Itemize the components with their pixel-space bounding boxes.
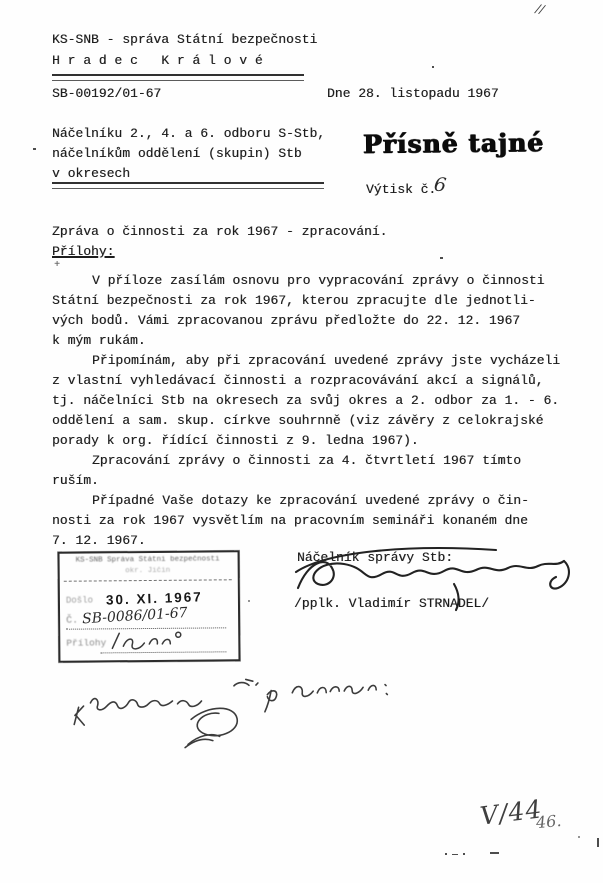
body-line: V příloze zasílám osnovu pro vypracování zprávy o činnosti (92, 273, 545, 288)
top-secret-stamp: Přísně tajné (362, 128, 545, 159)
stamp-number-label: Č. (66, 615, 79, 627)
stamp-number-handwritten: SB-0086/01-67 (81, 604, 189, 628)
margin-plus-mark: + (54, 260, 61, 271)
stamp-attachments-label: Přílohy (66, 637, 107, 649)
bottom-right-page-mark: V/44 (478, 794, 544, 831)
stamp-org-line-1: KS-SNB Správa Státní bezpečnosti (75, 555, 220, 565)
letterhead-rule (52, 74, 304, 81)
body-line: nosti za rok 1967 vysvětlím na pracovním semináři konaném dne (52, 513, 528, 528)
body-line: Připomínám, aby při zpracování uvedené zprávy jste vycházeli (92, 353, 561, 368)
reference-number: SB-00192/01-67 (52, 86, 162, 101)
body-line: ruším. (52, 473, 99, 488)
scan-edge-tick (597, 838, 599, 847)
attachments-handwriting-scribble (106, 629, 190, 654)
scan-speck (33, 148, 36, 150)
subject-line: Zpráva o činnosti za rok 1967 - zpracování. (52, 224, 388, 239)
attachments-heading: Přílohy: (52, 244, 115, 259)
recipient-rule (52, 182, 324, 189)
body-text (52, 271, 572, 551)
scan-speck (432, 66, 434, 68)
stamp-divider (64, 579, 232, 581)
stamp-received-date: 30. XI. 1967 (105, 589, 203, 608)
scan-speck (440, 257, 443, 259)
recipient-line-1: Náčelníku 2., 4. a 6. odboru S-Stb, (52, 126, 326, 141)
stamp-received-label: Došlo (65, 595, 94, 606)
scan-speck (463, 853, 465, 855)
signature-title: Náčelník správy Stb: (297, 550, 454, 565)
body-line: 7. 12. 1967. (52, 533, 146, 548)
body-line: Případné Vaše dotazy ke zpracování uvedené zprávy o čin- (92, 493, 529, 508)
top-right-tick-mark: // (534, 1, 546, 17)
scan-speck (490, 852, 499, 854)
body-line: tj. náčelníci Stb na okresech za svůj okres a 2. odbor za 1. - 6. (52, 393, 560, 408)
recipient-line-2: náčelníkům oddělení (skupin) Stb (52, 146, 302, 161)
recipient-line-3: v okresech (52, 166, 131, 181)
signature-name: /pplk. Vladimír STRNADEL/ (294, 596, 490, 611)
handwritten-note-scribble (44, 672, 416, 760)
scan-speck (452, 854, 458, 855)
stamp-org-line-2: okr. Jičín (125, 566, 171, 576)
body-line: Státní bezpečnosti za rok 1967, kterou zpracujte dle jednotli- (52, 293, 536, 308)
copy-number-label: Výtisk č. (366, 182, 437, 197)
scan-speck (248, 600, 250, 602)
scan-speck (578, 836, 580, 838)
stamp-attachments-baseline (100, 650, 226, 653)
body-line: oddělení a sam. skup. církve souhrnně (viz závěry z celokrajské (52, 413, 544, 428)
document-date: Dne 28. listopadu 1967 (327, 86, 499, 101)
letterhead-org-line: KS-SNB - správa Státní bezpečnosti (52, 32, 318, 47)
body-line: porady k org. řídící činnosti z 9. ledna 1967). (52, 433, 419, 448)
letterhead-city-line: H r a d e c K r á l o v é (52, 53, 263, 68)
body-line: z vlastní vyhledávací činnosti a rozpracovávání akcí a signálů, (52, 373, 544, 388)
bottom-right-note-mark: 46. (535, 810, 563, 833)
body-line: k mým rukám. (52, 333, 146, 348)
copy-number-handwritten: 6 (432, 173, 448, 197)
body-line: vých bodů. Vámi zpracovanou zprávu předložte do 22. 12. 1967 (52, 313, 521, 328)
scan-speck (445, 853, 447, 855)
received-stamp-box (58, 550, 241, 663)
body-line: Zpracování zprávy o činnosti za 4. čtvrtletí 1967 tímto (92, 453, 522, 468)
